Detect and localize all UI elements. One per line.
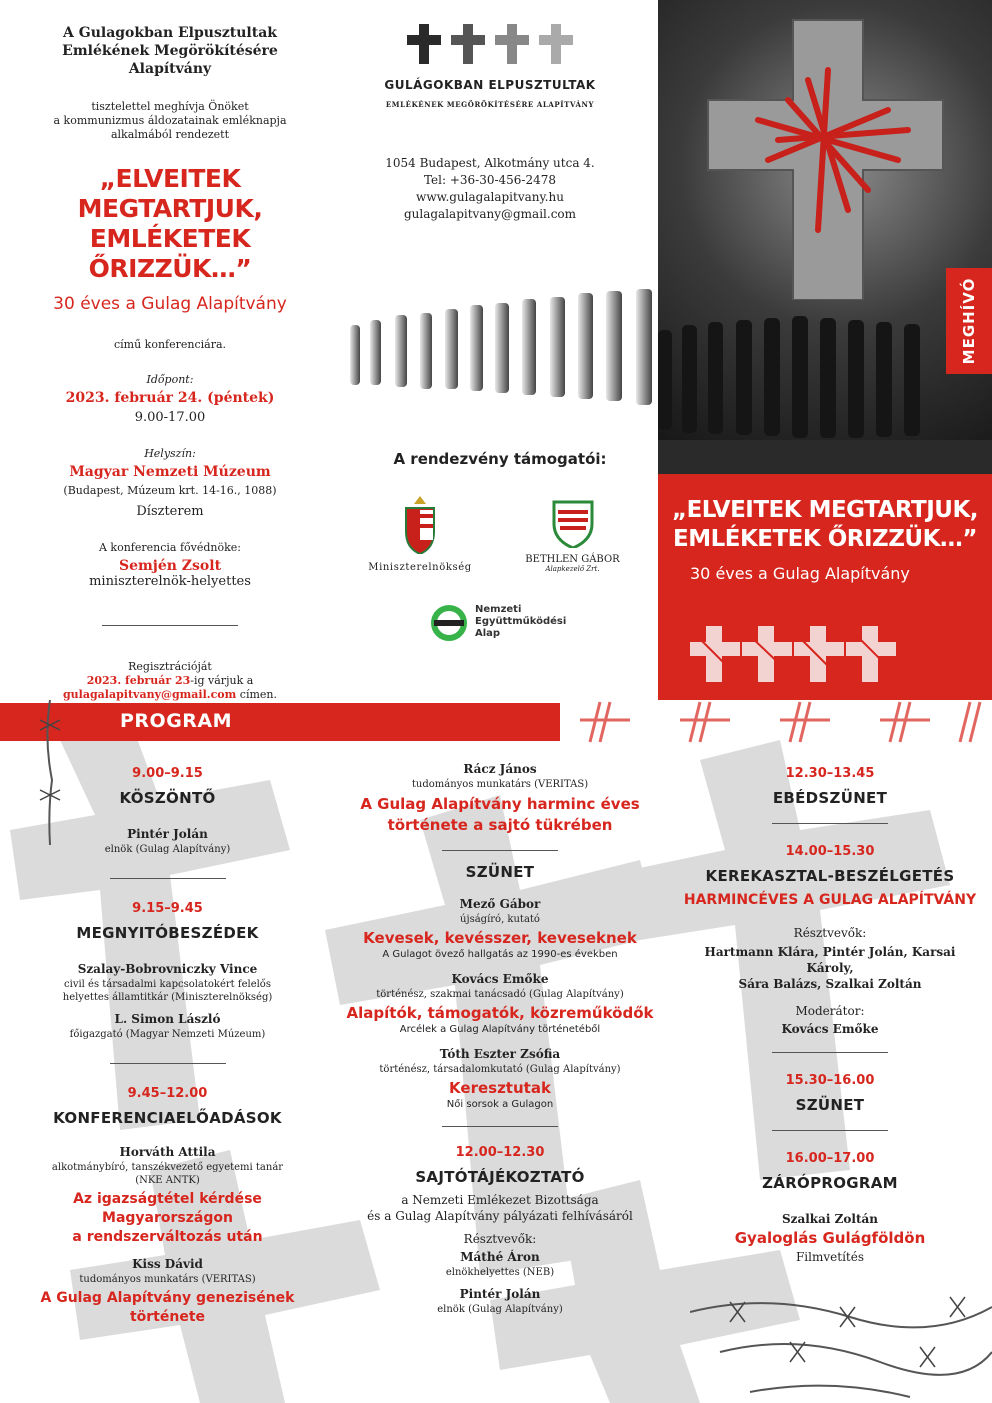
speaker-role: történész, szakmai tanácsadó (Gulag Alapítvány) — [376, 989, 624, 1000]
block-title: SAJTÓTÁJÉKOZTATÓ — [415, 1168, 585, 1186]
stone-cross-icon — [698, 10, 948, 300]
title-line-1: „ELVEITEK MEGTARTJUK, — [77, 164, 263, 223]
press-line: és a Gulag Alapítvány pályázati felhívásáról — [367, 1209, 633, 1223]
divider — [102, 625, 238, 626]
intro-line-3: alkalmából rendezett — [110, 128, 230, 141]
talk-title-line: A Gulag Alapítvány genezisének — [40, 1290, 295, 1306]
registration-email-link[interactable]: gulagalapitvany@gmail.com — [62, 688, 237, 701]
block-time: 14.00–15.30 — [785, 844, 875, 859]
cross-logo-icon — [340, 24, 640, 64]
block-title: KEREKASZTAL-BESZÉLGETÉS — [705, 867, 955, 885]
talk-title-line: története a sajtó tükrében — [387, 816, 613, 834]
film-title: Gyaloglás Gulágföldön — [734, 1229, 926, 1247]
sponsor-nea — [430, 602, 590, 646]
speaker-role: főigazgató (Magyar Nemzeti Múzeum) — [69, 1029, 266, 1040]
block-title: SZÜNET — [795, 1096, 865, 1114]
speaker-name: Szalkai Zoltán — [781, 1212, 878, 1226]
venue-address: (Budapest, Múzeum krt. 14-16., 1088) — [63, 484, 277, 497]
speaker-role: újságíró, kutató — [460, 914, 540, 925]
divider — [110, 1063, 226, 1064]
speaker-role — [20, 978, 315, 1004]
talk-title: Keresztutak — [449, 1079, 551, 1097]
sponsor-nea-label — [475, 604, 566, 640]
cover-crosses-icon — [688, 622, 898, 686]
program-column-3 — [680, 766, 980, 1264]
block-title: MEGNYITÓBESZÉDEK — [76, 924, 259, 942]
sponsor-bethlen-name: BETHLEN GÁBOR — [525, 554, 620, 565]
participants-line: Hartmann Klára, Pintér Jolán, Karsai Károly, — [704, 945, 956, 975]
sponsor-nea-line-1: Nemzeti — [475, 604, 522, 615]
registration-line-1: Regisztrációját — [128, 660, 212, 673]
divider — [442, 1126, 558, 1127]
barbed-wire-icon — [690, 1282, 992, 1402]
cover-marching-people-icon — [658, 300, 992, 474]
intro-line-1: tisztelettel meghívja Önöket — [91, 100, 249, 113]
organizer-line-2: Emlékének Megörökítésére — [62, 43, 278, 59]
divider — [772, 1052, 888, 1053]
speaker-name: Pintér Jolán — [459, 1287, 541, 1301]
speaker-role: elnök (Gulag Alapítvány) — [437, 1304, 563, 1315]
talk-title: Kevesek, kevésszer, keveseknek — [363, 929, 637, 947]
cross-icon — [536, 24, 576, 64]
contact-email-link[interactable]: gulagalapitvany@gmail.com — [403, 207, 577, 221]
sponsor-bethlen-sub: Alapkezelő Zrt. — [545, 565, 600, 573]
intro-text — [20, 100, 320, 142]
divider — [110, 878, 226, 879]
contact-address: 1054 Budapest, Alkotmány utca 4. — [385, 156, 595, 170]
speaker-name: Horváth Attila — [119, 1145, 216, 1159]
logo-subtitle: EMLÉKÉNEK MEGÖRÖKÍTÉSÉRE ALAPÍTVÁNY — [385, 100, 595, 109]
event-time: 9.00-17.00 — [134, 410, 206, 425]
block-time: 9.00–9.15 — [132, 766, 203, 781]
talk-title — [20, 1190, 315, 1247]
block-title: ZÁRÓPROGRAM — [762, 1174, 898, 1192]
talk-title-line: története — [129, 1309, 206, 1325]
block-title: KONFERENCIAELŐADÁSOK — [53, 1109, 282, 1127]
speaker-name: Rácz János — [463, 762, 537, 776]
break-title: SZÜNET — [465, 863, 535, 881]
talk-title — [345, 794, 655, 836]
cover-title-line-2: EMLÉKETEK ŐRIZZÜK…” — [672, 526, 978, 552]
patron-role: miniszterelnök-helyettes — [89, 574, 251, 589]
coat-of-arms-icon — [400, 496, 440, 554]
moderator-label: Moderátor: — [795, 1004, 865, 1018]
event-date: 2023. február 24. (péntek) — [65, 390, 275, 406]
roundtable-subtitle: HARMINCÉVES A GULAG ALAPÍTVÁNY — [683, 892, 977, 908]
film-kind: Filmvetítés — [795, 1250, 864, 1264]
participants-label: Résztvevők: — [793, 926, 867, 940]
participants-names — [680, 944, 980, 992]
invitation-column — [20, 24, 320, 702]
registration-line-2 — [20, 674, 320, 688]
talk-title-line: Az igazságtétel kérdése Magyarországon — [73, 1191, 262, 1226]
block-time: 12.00–12.30 — [455, 1145, 545, 1160]
cross-icon — [448, 24, 488, 64]
speaker-name: Szalay-Bobrovniczky Vince — [77, 962, 258, 976]
talk-subtitle: Arcélek a Gulag Alapítvány történetéből — [399, 1024, 601, 1035]
speaker-role: tudományos munkatárs (VERITAS) — [79, 1274, 256, 1285]
bethlen-shield-icon — [552, 498, 594, 548]
foundation-logo-block — [340, 20, 640, 223]
speaker-role-line: (NKE ANTK) — [135, 1175, 200, 1186]
program-header — [0, 703, 560, 741]
cross-icon — [492, 24, 532, 64]
cover-title-line-1: „ELVEITEK MEGTARTJUK, — [671, 497, 979, 523]
program-column-2 — [345, 762, 655, 1316]
contact-website-link[interactable]: www.gulagalapitvany.hu — [416, 190, 564, 204]
marching-people-icon — [340, 285, 660, 425]
organizer-line-1: A Gulagokban Elpusztultak — [63, 25, 277, 41]
sponsor-ministry-label: Miniszterelnökség — [368, 562, 472, 573]
speaker-role: történész, társadalomkutató (Gulag Alapítvány) — [379, 1064, 621, 1075]
sponsor-nea-line-2: Együttműködési — [475, 616, 567, 627]
block-title: KÖSZÖNTŐ — [119, 789, 216, 807]
organizer-name — [20, 24, 320, 78]
talk-subtitle: Női sorsok a Gulagon — [446, 1099, 554, 1110]
contact-info — [340, 155, 640, 223]
program-heading: PROGRAM — [120, 710, 233, 732]
badge-label: MEGHÍVÓ — [960, 277, 978, 365]
intro-line-2: a kommunizmus áldozatainak emléknapja — [53, 114, 287, 127]
speaker-name: Kovács Emőke — [451, 972, 549, 986]
participants-line: Sára Balázs, Szalkai Zoltán — [738, 977, 922, 991]
venue-name: Magyar Nemzeti Múzeum — [69, 464, 271, 480]
press-line: a Nemzeti Emlékezet Bizottsága — [401, 1193, 599, 1207]
title-line-2: EMLÉKETEK ŐRIZZÜK…” — [88, 224, 252, 283]
sponsor-ministry — [355, 496, 485, 573]
talk-title — [20, 1289, 315, 1327]
talk-subtitle: A Gulagot övező hallgatás az 1990-es években — [382, 949, 618, 960]
cover-title-panel — [658, 474, 992, 700]
speaker-role: tudományos munkatárs (VERITAS) — [411, 779, 589, 790]
speaker-role: elnök (Gulag Alapítvány) — [104, 844, 231, 855]
block-time: 16.00–17.00 — [785, 1151, 875, 1166]
speaker-name: Mező Gábor — [459, 897, 541, 911]
speaker-name: Pintér Jolán — [127, 827, 208, 841]
cover-image — [658, 0, 992, 474]
speaker-name: Máthé Áron — [460, 1250, 540, 1264]
conference-title — [20, 164, 320, 284]
invitation-badge — [946, 268, 992, 374]
venue-room: Díszterem — [136, 504, 204, 519]
block-time: 15.30–16.00 — [785, 1073, 875, 1088]
block-title: EBÉDSZÜNET — [772, 789, 888, 807]
header-crosses-icon — [560, 700, 992, 744]
speaker-name: Kiss Dávid — [132, 1257, 203, 1271]
talk-title-line: a rendszerváltozás után — [72, 1229, 263, 1245]
talk-title-line: A Gulag Alapítvány harminc éves — [360, 795, 640, 813]
contact-phone[interactable]: Tel: +36-30-456-2478 — [423, 173, 557, 187]
venue-label: Helyszín: — [144, 447, 196, 460]
speaker-role-line: alkotmánybíró, tanszékvezető egyetemi tanár — [51, 1162, 284, 1173]
speaker-role — [20, 1161, 315, 1187]
sponsor-nea-line-3: Alap — [475, 628, 501, 639]
logo-name: GULÁGOKBAN ELPUSZTULTAK — [384, 78, 596, 92]
speaker-name: Tóth Eszter Zsófia — [439, 1047, 561, 1061]
sponsors-title: A rendezvény támogatói: — [393, 450, 607, 468]
speaker-role-line: civil és társadalmi kapcsolatokért felelős — [64, 979, 271, 990]
conference-subtitle: 30 éves a Gulag Alapítvány — [53, 294, 287, 314]
speaker-role: elnökhelyettes (NEB) — [445, 1267, 555, 1278]
press-description — [345, 1192, 655, 1224]
divider — [772, 1130, 888, 1131]
registration-date: 2023. február 23 — [86, 674, 191, 687]
block-time: 9.15–9.45 — [132, 901, 203, 916]
block-time: 9.45–12.00 — [127, 1086, 208, 1101]
program-column-1 — [20, 766, 315, 1327]
patron-name: Semjén Zsolt — [118, 558, 222, 574]
nea-ring-icon — [430, 604, 468, 642]
participants-label: Résztvevők: — [463, 1232, 537, 1246]
date-label: Időpont: — [146, 373, 194, 386]
cross-icon — [404, 24, 444, 64]
cover-title — [658, 496, 992, 554]
registration-text: -ig várjuk a — [190, 674, 254, 687]
moderator-name: Kovács Emőke — [781, 1022, 879, 1036]
sponsor-bethlen — [515, 498, 630, 573]
organizer-line-3: Alapítvány — [128, 61, 212, 77]
registration-tail: címen. — [236, 688, 277, 701]
speaker-role-line: helyettes államtitkár (Miniszterelnökség) — [62, 992, 273, 1003]
cover-subtitle: 30 éves a Gulag Alapítvány — [690, 564, 910, 583]
divider — [442, 850, 558, 851]
block-time: 12.30–13.45 — [785, 766, 875, 781]
talk-title: Alapítók, támogatók, közreműködők — [346, 1004, 654, 1022]
divider — [772, 823, 888, 824]
patron-label: A konferencia fővédnöke: — [98, 541, 242, 554]
conference-kind: című konferenciára. — [113, 338, 227, 351]
speaker-name: L. Simon László — [114, 1012, 221, 1026]
